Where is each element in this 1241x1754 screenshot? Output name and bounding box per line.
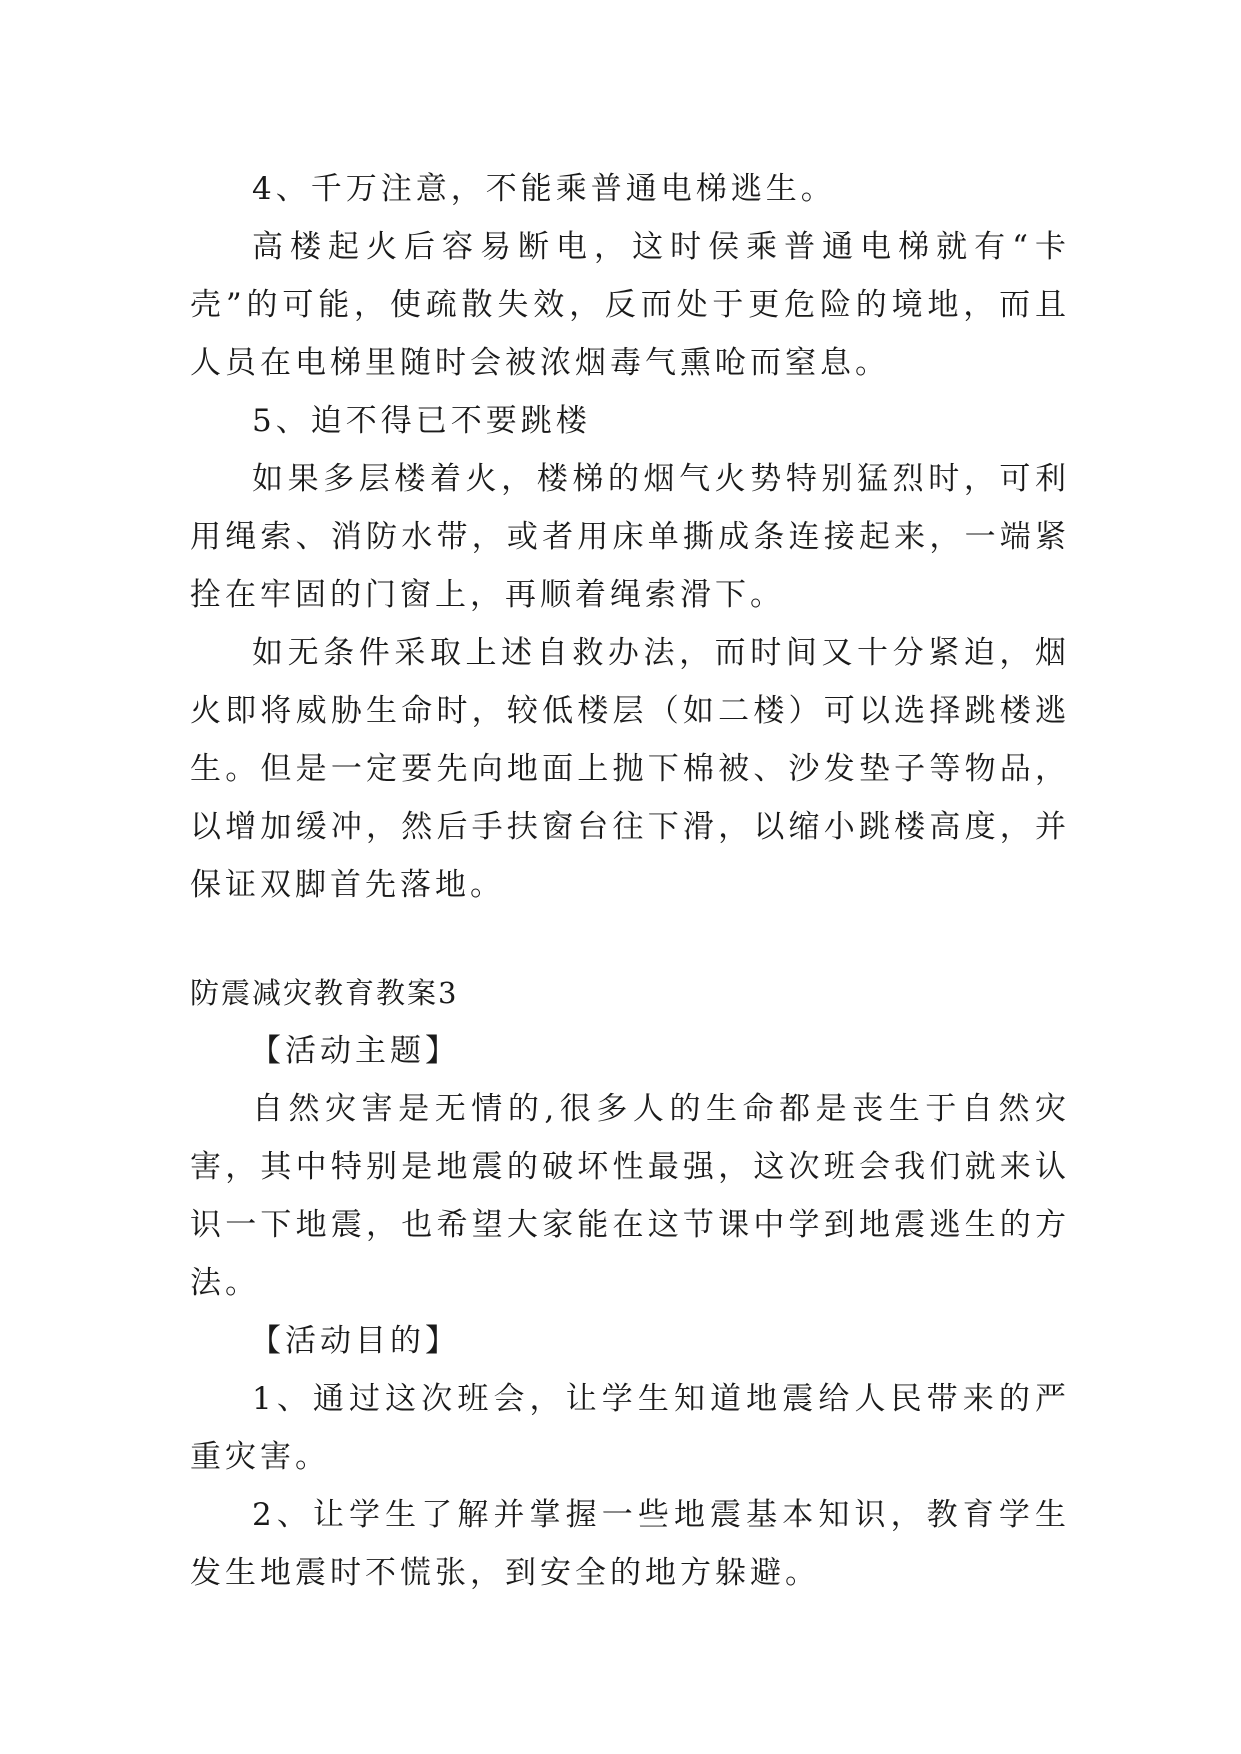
paragraph-item-5: 5、迫不得已不要跳楼: [252, 403, 591, 439]
paragraph-rope-escape: 如果多层楼着火，楼梯的烟气火势特别猛烈时，可利用绳索、消防水带，或者用床单撕成条连接起来，一端紧拴在牢固的门窗上，再顺着绳索滑下。: [190, 461, 1070, 613]
paragraph-elevator-warning: 高楼起火后容易断电，这时侯乘普通电梯就有“卡壳”的可能，使疏散失效，反而处于更危险的境地，而且人员在电梯里随时会被浓烟毒气熏呛而窒息。: [190, 229, 1070, 381]
document-body: [190, 160, 1070, 1602]
activity-theme-heading: 【活动主题】: [250, 1033, 460, 1069]
activity-theme-text: 自然灾害是无情的,很多人的生命都是丧生于自然灾害，其中特别是地震的破坏性最强，这次班会我们就来认识一下地震，也希望大家能在这节课中学到地震逃生的方法。: [190, 1091, 1070, 1301]
paragraph-item-4: 4、千万注意，不能乘普通电梯逃生。: [252, 171, 836, 207]
activity-goal-2: 2、让学生了解并掌握一些地震基本知识，教育学生发生地震时不慌张，到安全的地方躲避。: [190, 1497, 1070, 1591]
section-title: 防震减灾教育教案3: [190, 976, 459, 1010]
paragraph-jump-escape: 如无条件采取上述自救办法，而时间又十分紧迫，烟火即将威胁生命时，较低楼层（如二楼）可以选择跳楼逃生。但是一定要先向地面上抛下棉被、沙发垫子等物品，以增加缓冲，然后手扶窗台往下滑，以缩小跳楼高度，并保证双脚首先落地。: [190, 635, 1070, 903]
activity-goal-1: 1、通过这次班会，让学生知道地震给人民带来的严重灾害。: [190, 1381, 1070, 1475]
activity-goal-heading: 【活动目的】: [250, 1323, 460, 1359]
